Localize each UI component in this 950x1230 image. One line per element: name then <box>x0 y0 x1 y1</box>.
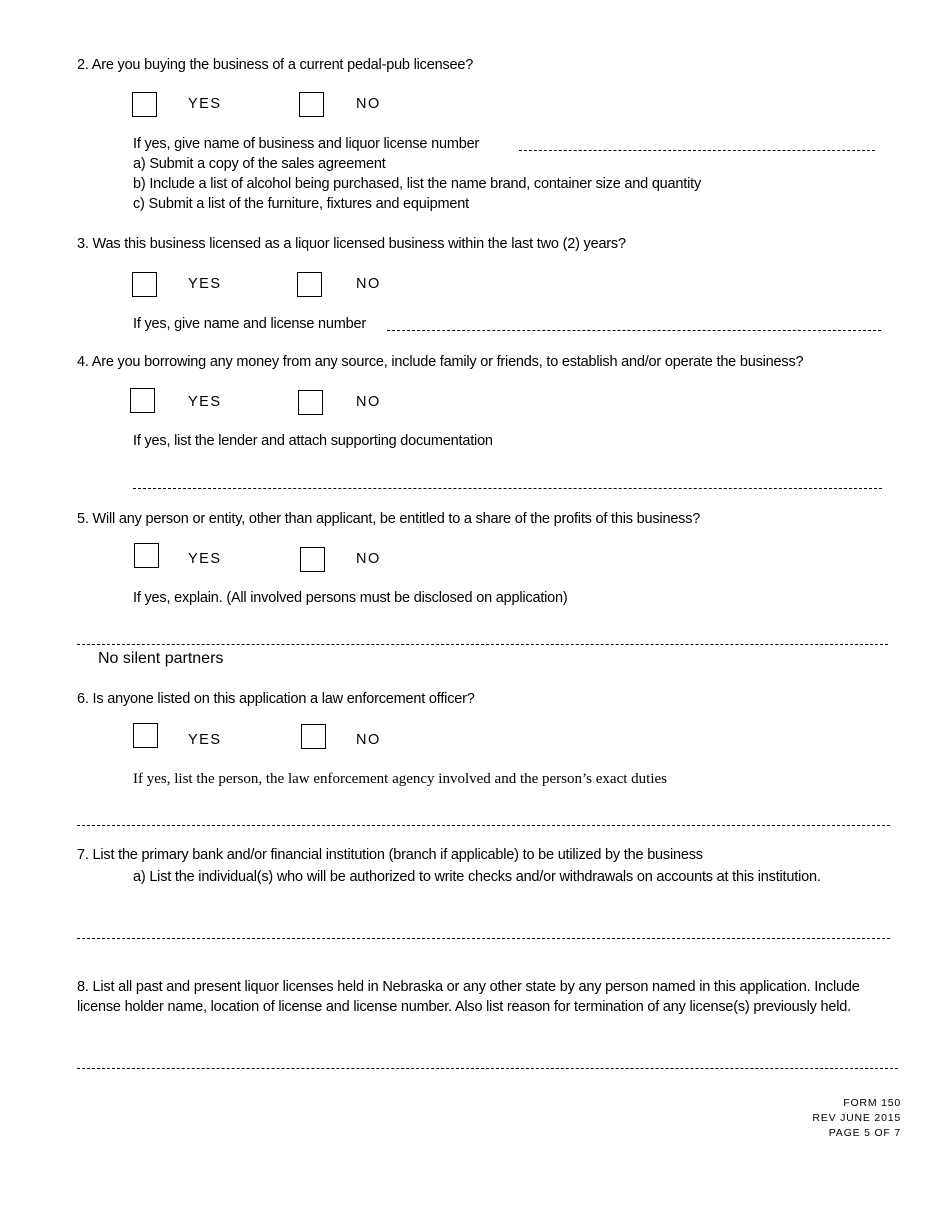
q7-item-a: a) List the individual(s) who will be authorized to write checks and/or withdrawals on accounts at this institution. <box>133 869 821 885</box>
q2-item-a: a) Submit a copy of the sales agreement <box>133 156 386 172</box>
q7-answer-line[interactable] <box>77 938 890 939</box>
q6-if-yes-text: If yes, list the person, the law enforcement agency involved and the person’s exact duties <box>133 771 667 787</box>
q6-answer-line[interactable] <box>77 825 890 826</box>
q5-yes-label: YES <box>188 551 222 567</box>
q2-if-yes-text: If yes, give name of business and liquor license number <box>133 136 480 152</box>
q4-no-label: NO <box>356 394 381 410</box>
question-3: 3. Was this business licensed as a liquor licensed business within the last two (2) years? <box>77 236 626 252</box>
q6-no-label: NO <box>356 732 381 748</box>
q5-answer-line[interactable] <box>77 644 888 645</box>
q6-no-checkbox[interactable] <box>301 724 326 749</box>
q4-if-yes-text: If yes, list the lender and attach supporting documentation <box>133 433 493 449</box>
q5-no-checkbox[interactable] <box>300 547 325 572</box>
question-5: 5. Will any person or entity, other than applicant, be entitled to a share of the profits of this business? <box>77 511 701 527</box>
q8-answer-line[interactable] <box>77 1068 898 1069</box>
question-8: 8. List all past and present liquor licenses held in Nebraska or any other state by any person named in this application. Include license holder name, location of license and license number. Also list reason for termination of any license(s) previously held. <box>77 979 860 1015</box>
q3-no-checkbox[interactable] <box>297 272 322 297</box>
q4-yes-label: YES <box>188 394 222 410</box>
q2-yes-label: YES <box>188 96 222 112</box>
question-7: 7. List the primary bank and/or financial institution (branch if applicable) to be utilized by the business <box>77 847 703 863</box>
question-6: 6. Is anyone listed on this application a law enforcement officer? <box>77 691 475 707</box>
q2-no-checkbox[interactable] <box>299 92 324 117</box>
page-number: PAGE 5 OF 7 <box>828 1127 901 1139</box>
form-revision: REV JUNE 2015 <box>812 1112 901 1124</box>
q4-answer-line[interactable] <box>133 488 882 489</box>
q4-yes-checkbox[interactable] <box>130 388 155 413</box>
q6-yes-label: YES <box>188 732 222 748</box>
q3-no-label: NO <box>356 276 381 292</box>
q4-no-checkbox[interactable] <box>298 390 323 415</box>
form-number: FORM 150 <box>843 1097 901 1109</box>
form-footer <box>812 1096 901 1141</box>
q2-answer-line[interactable] <box>519 150 875 151</box>
q5-yes-checkbox[interactable] <box>134 543 159 568</box>
q3-yes-checkbox[interactable] <box>132 272 157 297</box>
question-2: 2. Are you buying the business of a current pedal-pub licensee? <box>77 57 474 73</box>
q2-item-b: b) Include a list of alcohol being purchased, list the name brand, container size and quantity <box>133 176 702 192</box>
q5-answer-text: No silent partners <box>98 650 224 667</box>
q5-if-yes-text: If yes, explain. (All involved persons must be disclosed on application) <box>133 590 568 606</box>
q5-no-label: NO <box>356 551 381 567</box>
q3-if-yes-text: If yes, give name and license number <box>133 316 366 332</box>
q3-answer-line[interactable] <box>387 330 881 331</box>
question-4: 4. Are you borrowing any money from any source, include family or friends, to establish and/or operate the business? <box>77 354 804 370</box>
q3-yes-label: YES <box>188 276 222 292</box>
q2-item-c: c) Submit a list of the furniture, fixtures and equipment <box>133 196 469 212</box>
q2-no-label: NO <box>356 96 381 112</box>
q2-yes-checkbox[interactable] <box>132 92 157 117</box>
q6-yes-checkbox[interactable] <box>133 723 158 748</box>
